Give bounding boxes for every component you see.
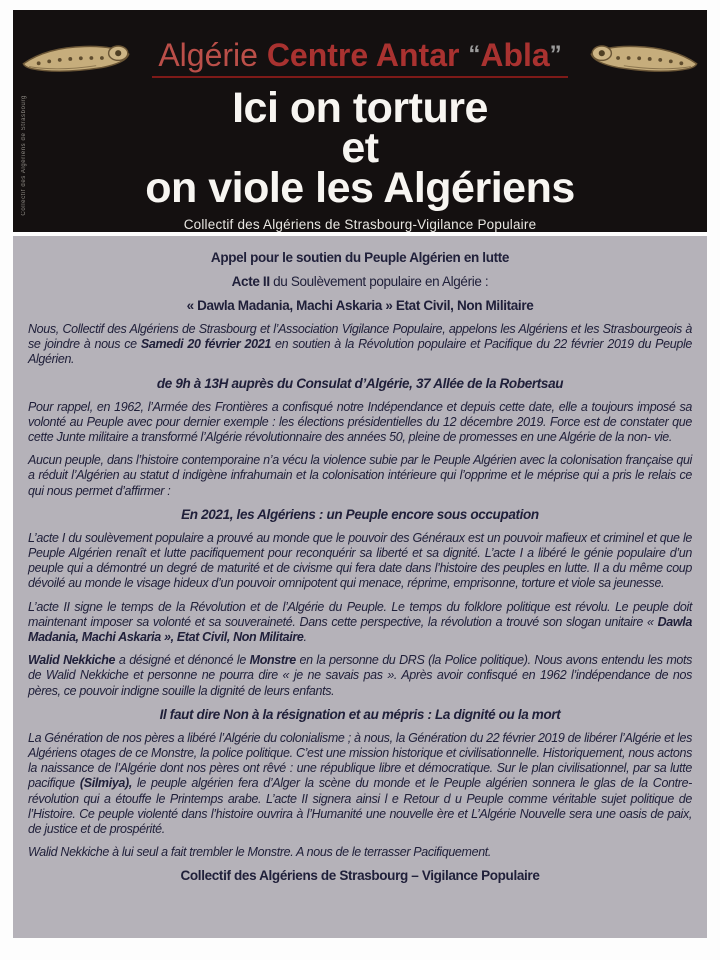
text-segment: L’acte I du soulèvement populaire a prouvé au monde que le pouvoir des Généraux est un pouvoir mafieux et criminel et que le Peuple Algérien renaît et lutte pacifiquement pour reconquérir sa liberté et sa dignité. L’acte I a libéré le génie populaire d’un peuple qui a démontré un degré de maturité et de civisme qui fera date dans l’histoire des peuples en lutte. Il a du même coup dévoilé au monde le visage hideux d’un pouvoir omnipotent qui menace, réprime, emprisonne, torture et viole sa jeunesse. (28, 530, 692, 591)
text-segment: en la personne du DRS (la Police politique). Nous avons entendu les mots de Walid Nekkiche et personne ne pourra dire « je ne savais pas ». Après avoir confisqué en 1962 l’indépendance de nos pères, ce pouvoir indigne souille la dignité de leurs enfants. (28, 653, 693, 698)
body-heading (28, 274, 692, 290)
body-paragraph (28, 845, 692, 860)
body-heading (28, 507, 692, 523)
body-heading (28, 868, 692, 884)
brand-part-centre-antar: Centre Antar (266, 36, 469, 73)
body-paragraph (28, 400, 692, 446)
text-segment: Pour rappel, en 1962, l’Armée des Frontières a confisqué notre Indépendance et depuis cette date, elle a toujours imposé sa volonté au Peuple avec pour dernier exemple : les élections présidentielles du 12 décembre 2019. Force est de constater que cette Junte militaire a transformé l’Algérie révolutionnaire des années 50, pleine de promesses en une Algérie de la non- vie. (28, 399, 692, 445)
text-segment-bold: Monstre (249, 653, 296, 668)
body-paragraph (28, 453, 692, 499)
text-segment: La Génération de nos pères a libéré l’Algérie du colonialisme ; à nous, la Génération du 22 février 2019 de libérer l’Algérie et les Algériens otages de ce Monstre, la police politique. C’est une mission historique et civilisationnelle. Historiquement, nous actons la naissance de l’Algérie dont nos pères ont rêvé : une république libre et démocratique. Sur le plan civilisationnel, par sa lutte pacifique (28, 730, 692, 791)
brand-part-abla: Abla (480, 36, 550, 73)
text-segment: . (303, 630, 307, 645)
body-content (28, 250, 692, 884)
text-segment-bold: « Dawla Madania, Machi Askaria » Etat Civil, Non Militaire (186, 298, 534, 313)
body-paragraph (28, 653, 692, 699)
main-title-line-3: on viole les Algériens (145, 164, 575, 212)
body-heading (28, 298, 692, 314)
body-paragraph (28, 731, 692, 837)
text-segment: Aucun peuple, dans l’histoire contemporaine n’a vécu la violence subie par le Peuple Algérien avec la colonisation française qui a réduit l’Algérien au statut d indigène infrahumain et la colonisation intérieure qui l’opprime et le méprise qui a pris le relais ce qui nous permet d’affirmer : (28, 453, 692, 498)
gold-crescent-right-icon (584, 35, 702, 81)
text-segment: L’acte II signe le temps de la Révolution et de l’Algérie du Peuple. Le temps du folklore politique est révolu. Le peuple doit maintenant imposer sa volonté et sa souveraineté. Dans cette perspective, la révolution a trouvé son slogan unitaire « (28, 599, 692, 629)
text-segment: le peuple algérien fera d’Alger la scène du monde et le Peuple algérien sonnera le glas de la Contre-révolution qui a étouffe le Printemps arabe. L’acte II signera ainsi l e Retour d u Peuple comme véritable sujet politique de l’Histoire. Ce peuple violenté dans l’histoire ouvrira à l’Humanité une nouvelle ère et L’Algérie Nouvelle sera une oasis de paix, de justice et de prospérité. (28, 776, 692, 837)
text-segment: Nous, Collectif des Algériens de Strasbourg et l’Association Vigilance Populaire, appelons les Algériens et les Strasbourgeois à se joindre à nous ce (28, 322, 692, 352)
text-segment: en soutien à la Révolution populaire et Pacifique du 22 février 2019 du Peuple Algérien. (28, 337, 692, 367)
text-segment: a désigné et dénoncé le (115, 653, 250, 668)
text-segment-bold: Collectif des Algériens de Strasbourg – Vigilance Populaire (180, 868, 540, 884)
text-segment-bold: Acte II (231, 274, 274, 289)
text-segment-bold: Appel pour le soutien du Peuple Algérien en lutte (210, 250, 510, 265)
main-title-line-1: Ici on torture (232, 84, 488, 132)
text-segment: Walid Nekkiche à lui seul a fait trembler le Monstre. A nous de le terrasser Pacifiquement. (28, 845, 492, 860)
text-segment-bold: de 9h à 13H auprès du Consulat d’Algérie, 37 Allée de la Robertsau (156, 375, 564, 391)
gold-crescent-left-icon (18, 35, 136, 81)
main-title (13, 84, 707, 212)
brand-part-algerie: Algérie (158, 36, 267, 73)
text-segment-bold: Il faut dire Non à la résignation et au mépris : La dignité ou la mort (159, 706, 561, 722)
body-heading (28, 707, 692, 723)
text-segment-bold: (Silmiya), (79, 776, 132, 791)
body-heading (28, 376, 692, 392)
brand-quote-open-mark: “ (468, 40, 481, 68)
text-segment-bold: Samedi 20 février 2021 (140, 337, 271, 352)
main-title-line-2: et (341, 124, 379, 172)
body-paragraph (28, 600, 692, 646)
brand-row (13, 32, 707, 84)
text-segment-bold: Dawla Madania, Machi Askaria », Etat Civil, Non Militaire (28, 614, 692, 645)
poster-header (13, 10, 707, 232)
body-paragraph (28, 322, 692, 368)
body-panel (13, 236, 707, 938)
brand-quote-close-mark: ” (549, 40, 562, 68)
text-segment-bold: Walid Nekkiche (28, 653, 116, 668)
text-segment-bold: En 2021, les Algériens : un Peuple encore sous occupation (181, 506, 539, 522)
header-subtitle: Collectif des Algériens de Strasbourg-Vigilance Populaire (183, 217, 537, 232)
body-paragraph (28, 531, 692, 592)
text-segment: du Soulèvement populaire en Algérie : (273, 274, 489, 289)
body-heading (28, 250, 692, 266)
vertical-credit-text: Collectif des Algériens de Strasbourg (21, 95, 27, 216)
brand-title (152, 36, 567, 78)
